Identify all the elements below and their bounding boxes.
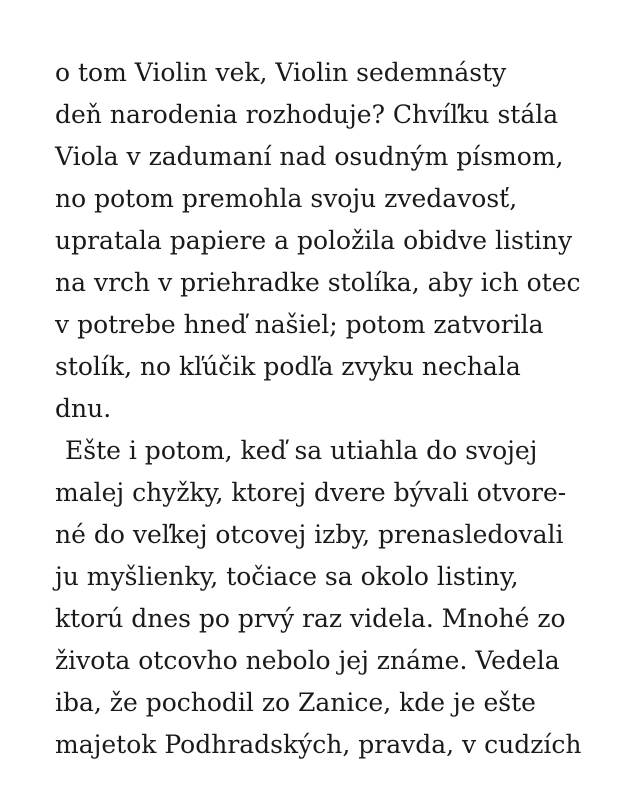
text-line-indented: Ešte i potom, keď sa utiahla do svojej <box>65 436 538 465</box>
text-line: v potrebe hneď našiel; potom zatvorila <box>55 310 544 339</box>
text-line: o tom Violin vek, Violin sedemnásty <box>55 58 507 87</box>
text-line: majetok Podhradských, pravda, v cudzích <box>55 730 582 759</box>
text-line: né do veľkej otcovej izby, prenasledovali <box>55 520 564 549</box>
text-line: deň narodenia rozhoduje? Chvíľku stála <box>55 100 559 129</box>
text-line: Viola v zadumaní nad osudným písmom, <box>55 142 564 171</box>
paragraph-2 <box>55 430 595 766</box>
text-line: upratala papiere a položila obidve listiny <box>55 226 573 255</box>
page-text <box>55 52 595 766</box>
text-line: na vrch v priehradke stolíka, aby ich otec <box>55 268 581 297</box>
text-line: života otcovho nebolo jej známe. Vedela <box>55 646 560 675</box>
text-line: dnu. <box>55 394 112 423</box>
text-line: malej chyžky, ktorej dvere bývali otvore- <box>55 478 567 507</box>
text-line: no potom premohla svoju zvedavosť, <box>55 184 518 213</box>
text-line: ju myšlienky, točiace sa okolo listiny, <box>55 562 519 591</box>
text-line: stolík, no kľúčik podľa zvyku nechala <box>55 352 521 381</box>
text-line: ktorú dnes po prvý raz videla. Mnohé zo <box>55 604 566 633</box>
paragraph-1 <box>55 52 595 430</box>
text-line: iba, že pochodil zo Zanice, kde je ešte <box>55 688 536 717</box>
